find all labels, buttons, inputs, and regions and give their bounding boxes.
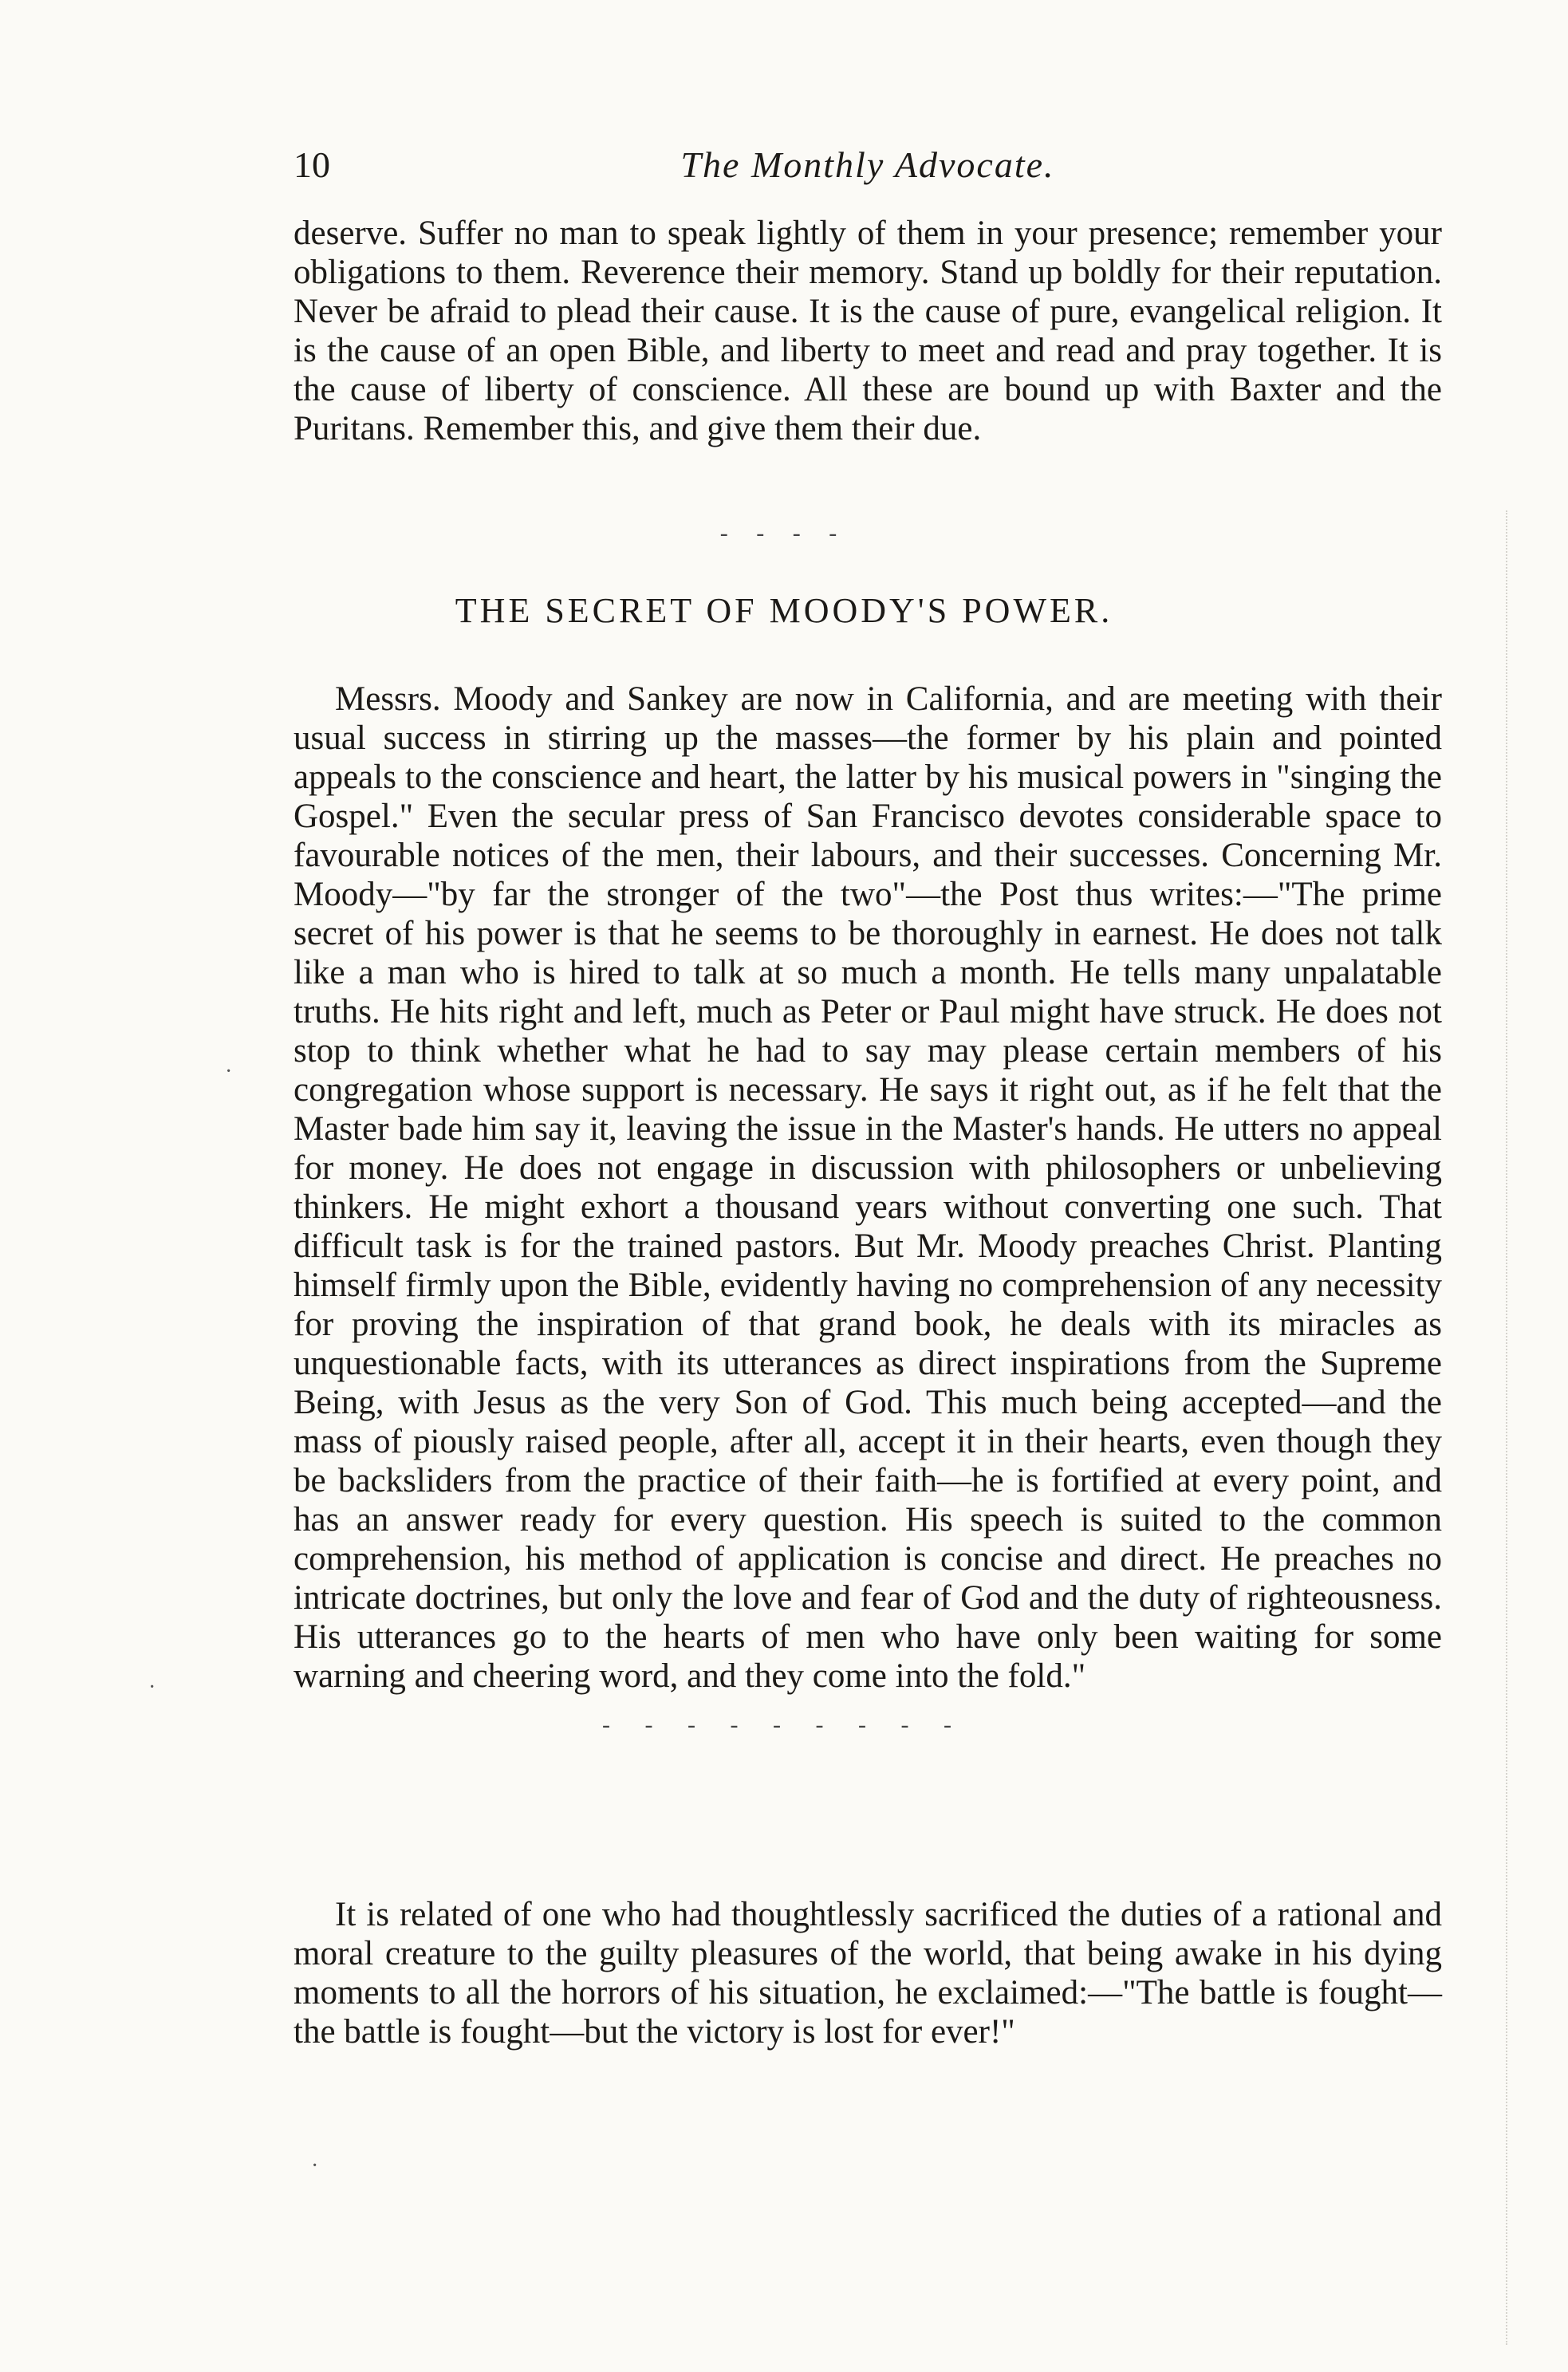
- page-header: [294, 144, 1442, 191]
- ink-speck: ·: [148, 1675, 156, 1700]
- running-title: The Monthly Advocate.: [680, 144, 1055, 185]
- section-separator: - - - - - - - - -: [602, 1712, 966, 1738]
- page-edge-shadow: [1506, 510, 1523, 2345]
- section-title: THE SECRET OF MOODY'S POWER.: [455, 591, 1113, 630]
- paragraph-text: Messrs. Moody and Sankey are now in California, and are meeting with their usual success in stirring up the masses—the former by his plain and pointed appeals to the conscience and heart, the latter by his musical powers in "singing the Gospel." Even the secular press of San Francisco devotes considerable space to favourable notices of the men, their labours, and their successes. Concerning Mr. Moody—"by far the stronger of the two"—the Post thus writes:—"The prime secret of his power is that he seems to be thoroughly in earnest. He does not talk like a man who is hired to talk at so much a month. He tells many unpalatable truths. He hits right and left, much as Peter or Paul might have struck. He does not stop to think whether what he had to say may please certain members of his congregation whose support is necessary. He says it right out, as if he felt that the Master bade him say it, leaving the issue in the Master's hands. He utters no appeal for money. He does not engage in discussion with philosophers or unbelieving thinkers. He might exhort a thousand years without converting one such. That difficult task is for the trained pastors. But Mr. Moody preaches Christ. Planting himself firmly upon the Bible, evidently having no comprehension of any necessity for proving the inspiration of that grand book, he deals with its miracles as unquestionable facts, with its utterances as direct inspirations from the Supreme Being, with Jesus as the very Son of God. This much being accepted—and the mass of piously raised people, after all, accept it in their hearts, even though they be backsliders from the practice of their faith—he is fortified at every point, and has an answer ready for every question. His speech is suited to the common comprehension, his method of application is concise and direct. He preaches no intricate doctrines, but only the love and fear of God and the duty of righteousness. His utterances go to the hearts of men who have only been waiting for some warning and cheering word, and they come into the fold.": [294, 680, 1442, 1695]
- section-separator: - - - -: [719, 520, 849, 546]
- ink-speck: ·: [225, 1059, 233, 1084]
- paragraph-text: It is related of one who had thoughtlessly sacrificed the duties of a rational and moral creature to the guilty pleasures of the world, that being awake in his dying moments to all the horrors of his situation, he exclaimed:—"The battle is fought—the battle is fought—but the victory is lost for ever!": [294, 1896, 1442, 2051]
- paragraph-text: deserve. Suffer no man to speak lightly of them in your presence; remember your obligations to them. Reverence their memory. Stand up boldly for their reputation. Never be afraid to plead their cause. It is the cause of pure, evangelical religion. It is the cause of an open Bible, and liberty to meet and read and pray together. It is the cause of liberty of conscience. All these are bound up with Baxter and the Puritans. Remember this, and give them their due.: [294, 215, 1442, 447]
- anecdote-paragraph: [294, 1895, 1442, 2051]
- page-number: 10: [294, 144, 330, 185]
- continued-paragraph: [294, 214, 1442, 448]
- article-body: [294, 680, 1442, 1696]
- ink-speck: ·: [311, 2153, 319, 2178]
